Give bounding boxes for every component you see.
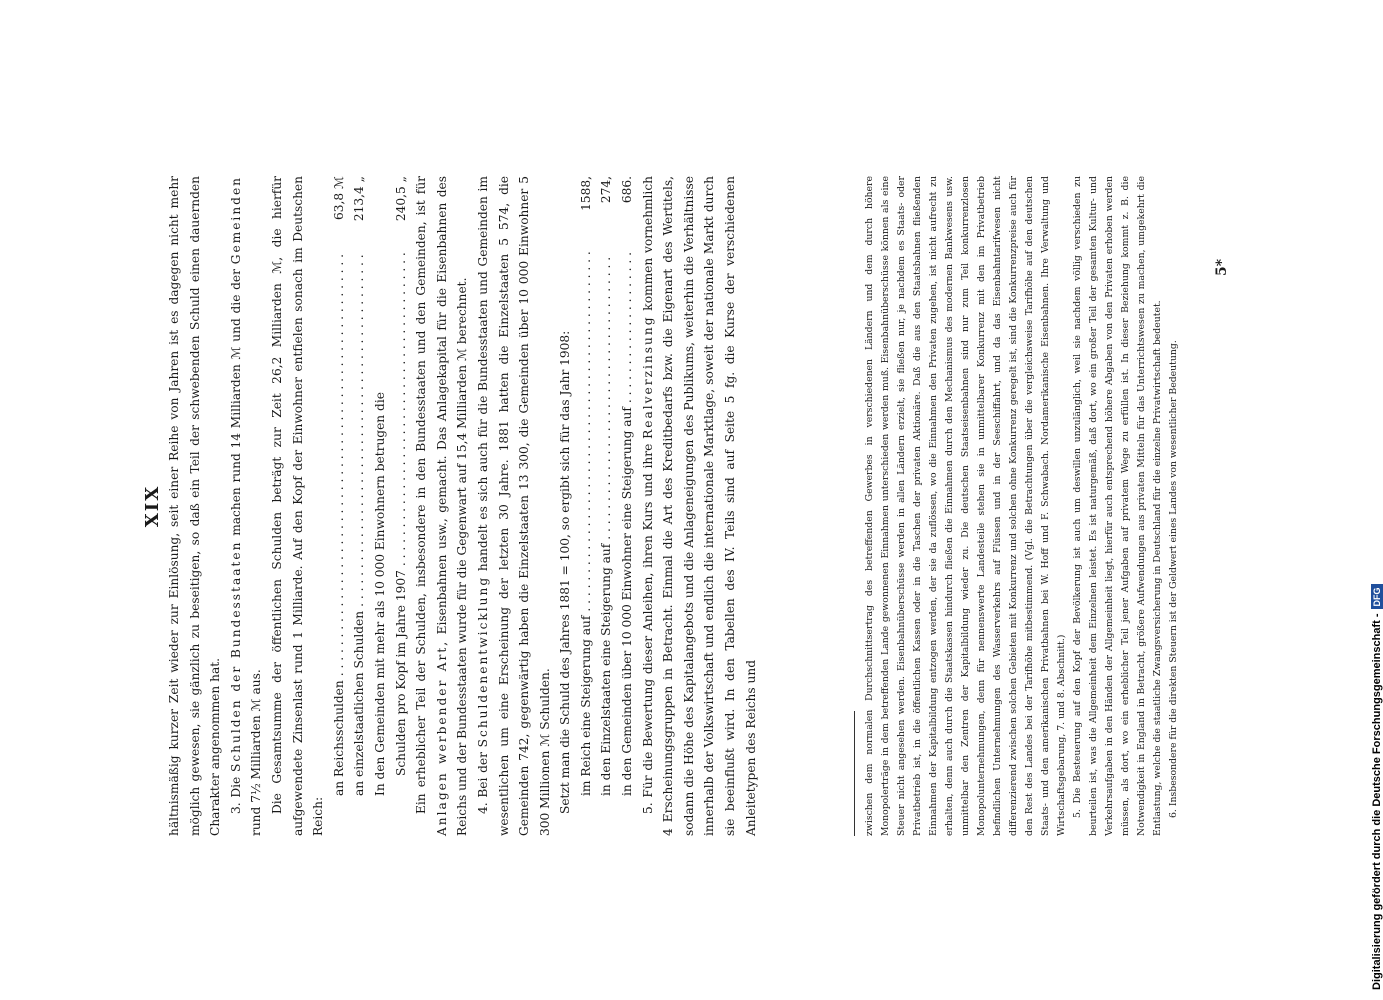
- footnotes: [862, 176, 1182, 836]
- list-item: [617, 176, 638, 836]
- page-number: XIX: [142, 484, 163, 528]
- leader-dots: [596, 252, 617, 540]
- list-label: an Reichsschulden: [331, 680, 346, 796]
- paragraph-text: Eisenbahnen usw., gemacht. Das Anlagekapital für die Eisenbahnen des Reichs und der Bundesstaaten wurde für die Gegenwart auf 15,4 Milliarden ℳ berechnet.: [434, 175, 470, 836]
- dfg-logo-icon: DFG: [1371, 584, 1383, 609]
- list-value: 1588,: [578, 176, 593, 211]
- footnote: 6. Insbesondere für die direkten Steuern ist der Geldwert eines Landes von wesentlicher Bedeutung.: [1168, 340, 1179, 818]
- paragraph-text: Ein erheblicher Teil der Schulden, insbesondere in den Bundesstaaten und den Gemeinden, ist für: [414, 176, 429, 814]
- body-text: [164, 176, 761, 836]
- list-item: [576, 176, 597, 836]
- section-heading: Gemeinden: [228, 175, 243, 265]
- list-item: [370, 176, 391, 836]
- footnote-divider: [854, 711, 855, 836]
- leader-dots: [329, 252, 350, 676]
- paragraph-text: rund 7½ Milliarden ℳ aus.: [249, 669, 264, 836]
- list-label: an einzelstaatlichen Schulden: [352, 610, 367, 796]
- list-value: 240,5 „: [393, 176, 408, 222]
- paragraph-productive-investments: [411, 176, 473, 836]
- digitization-credit: [1371, 584, 1383, 990]
- section-heading: Schulden der Bundesstaaten: [228, 540, 243, 773]
- footnote: zwischen dem normalen Durchschnittsertrag des betreffenden Gewerbes in verschiedenen Ländern und dem durch höhere Monopolerträge in dem betreffenden Lande gewonnenen Einnahmen unterschieden werden muß. Eisenbahnüberschüsse können als eine Steuer nicht angesehen werden. Eisenbahnüberschüsse werden in allen Ländern erzielt, sie fließen nur, je nachdem es Staats- oder Privatbetrieb ist, in die öffentlichen Kassen oder in die Taschen der privaten Aktionäre. Daß die aus den Staatsbahnen fließenden Einnahmen der Kapitalbildung entzogen werden, der sie da zuflössen, wo die Einnahmen den Privaten zugehen, ist nicht aufrecht zu erhalten, denn auch durch die Staatskassen hindurch fließen die Einnahmen durch den Mechanismus des modernen Bankwesens usw. unmittelbar den Zentren der Kapitalbildung wieder zu. Die deutschen Staatseisenbahnen sind nur zum Teil konkurrenzlosen Monopolunternehmungen, denn für nennenswerte Landesteile stehen sie in unmittelbarer Konkurrenz mit den im Privatbetrieb befindlichen Unternehmungen des Wasserverkehrs auf Flüssen und in der Seeschiffahrt, und da das Eisenbahntarifwesen nicht differenzierend zwischen solchen Gebieten mit Konkurrenz und solchen ohne Konkurrenz geregelt ist, sind die Konkurrenzpreise auch für den Rest des Landes bei der Tarifhöhe mitbestimmend. (Vgl. die Betrachtungen über die vergleichsweise Tarifhöhe auf den deutschen Staats- und den amerikanischen Privatbahnen bei W. Hoff und F. Schwabach. Nordamerikanische Eisenbahnen. Ihre Verwaltung und Wirtschaftsgebarung, 7. und 8. Abschnitt.): [864, 176, 1067, 836]
- list-label: im Reich eine Steigerung auf: [578, 615, 593, 796]
- paragraph-total-debt: Die Gesamtsumme der öffentlichen Schulden beträgt zur Zeit 26,2 Milliarden ℳ, die hierfür aufgewendete Zinsenlast rund 1 Milliarde. Auf den Kopf der Einwohner entfielen sonach im Deutschen Reich:: [269, 176, 326, 836]
- leader-dots: [391, 252, 412, 566]
- leader-dots: [617, 252, 638, 403]
- list-value: 213,4 „: [352, 176, 367, 222]
- section-number: 3. Die: [228, 776, 243, 814]
- paragraph-text: handelt es sich auch für die Bundesstaaten und Gemeinden im wesentlichen um eine Erscheinung der letzten 30 Jahre. 1881 hatten die Einzelstaaten 5 574, die Gemeinden 742, gegenwärtig haben die Einzelstaaten 13 300, die Gemeinden über 10 000 Einwohner 5 300 Millionen ℳ Schulden.: [475, 176, 552, 836]
- leader-dots: [576, 252, 597, 612]
- paragraph-text: kommen vornehmlich 4 Erscheinungsgruppen in Betracht. Einmal die Art des Kreditbedarfs bzw. die Eigenart des Wertitels, sodann die Höhe des Kapitalangebots und die Anlageneigungen des Publikums, weiterhin die Verhältnisse innerhalb der Volkswirtschaft und endlich die internationale Marktlage, soweit der nationale Markt durch sie beeinflußt wird. In den Tabellen des IV. Teils sind auf Seite 5 fg. die Kurse der verschiedenen Anleitetypen des Reichs und: [640, 175, 758, 836]
- section-heading: Realverzinsung: [640, 315, 655, 439]
- list-label: in den Einzelstaaten eine Steigerung auf: [599, 543, 614, 796]
- list-label: In den Gemeinden mit mehr als 10 000 Einwohnern betrugen die: [372, 392, 387, 796]
- footnote: 5. Die Besteuerung auf den Kopf der Bevölkerung ist auch um deswillen unzulänglich, weil sie nachdem völlig verschieden zu beurteilen ist, was die Allgemeinheit dem Einzelnen leistet. Es ist naturgemäß, daß dort, wo ein großer Teil der gesamten Kultur- und Verkehrsaufgaben in den Händen der Allgemeinheit liegt, hierfür auch entsprechend höhere Abgaben von den Privaten erhoben werden müssen, als dort, wo ein erheblicher Teil jener Aufgaben auf privatem Wege zu erfüllen ist. In dieser Beziehung kommt z. B. die Notwendigkeit in England in Betracht, größere Aufwendungen aus privaten Mitteln für das Unterrichtswesen zu machen, umgekehrt die Entlastung, welche die staatliche Zwangsversicherung in Deutschland für die einzelne Privatwirtschaft bedeutet.: [1072, 176, 1163, 836]
- credit-text: Digitalisierung gefördert durch die Deutsche Forschungsgemeinschaft -: [1371, 613, 1383, 990]
- list-item: [349, 176, 370, 836]
- list-item: [329, 176, 350, 836]
- section-number: 5. Für die Bewertung dieser Anleihen, ihren Kurs und ihre: [640, 443, 655, 814]
- list-label: in den Gemeinden über 10 000 Einwohner eine Steigerung auf: [620, 407, 635, 796]
- section-heading: Anlagen werbender Art,: [434, 639, 449, 836]
- section-heading: Schuldenentwicklung: [475, 575, 490, 748]
- paragraph-text: machen rund 14 Milliarden ℳ und die der: [228, 269, 243, 536]
- per-capita-list: [329, 176, 411, 836]
- paragraph-state-debts: [226, 176, 267, 836]
- paragraph-valuation: [638, 176, 762, 836]
- list-item: [596, 176, 617, 836]
- page-content: [142, 176, 1234, 836]
- section-number: 4. Bei der: [475, 752, 490, 814]
- list-value: 274,: [599, 176, 614, 204]
- paragraph-debt-development: [473, 176, 555, 836]
- leader-dots: [349, 252, 370, 607]
- signature-mark: 5*: [1214, 258, 1230, 276]
- list-label: Schulden pro Kopf im Jahre 1907: [393, 570, 408, 776]
- list-item: [391, 176, 412, 836]
- list-value: 63,8 ℳ: [331, 176, 346, 221]
- growth-list: [576, 176, 638, 836]
- paragraph-index: Setzt man die Schuld des Jahres 1881 = 100, so ergibt sich für das Jahr 1908:: [558, 330, 573, 814]
- list-value: 686.: [620, 176, 635, 204]
- paragraph-intro: hältnismäßig kurzer Zeit wieder zur Einlösung, seit einer Reihe von Jahren ist es dagegen nicht mehr möglich gewesen, sie gänzlich zu beseitigen, so daß ein Teil der schwebenden Schuld einen dauernden Charakter angenommen hat.: [167, 176, 223, 836]
